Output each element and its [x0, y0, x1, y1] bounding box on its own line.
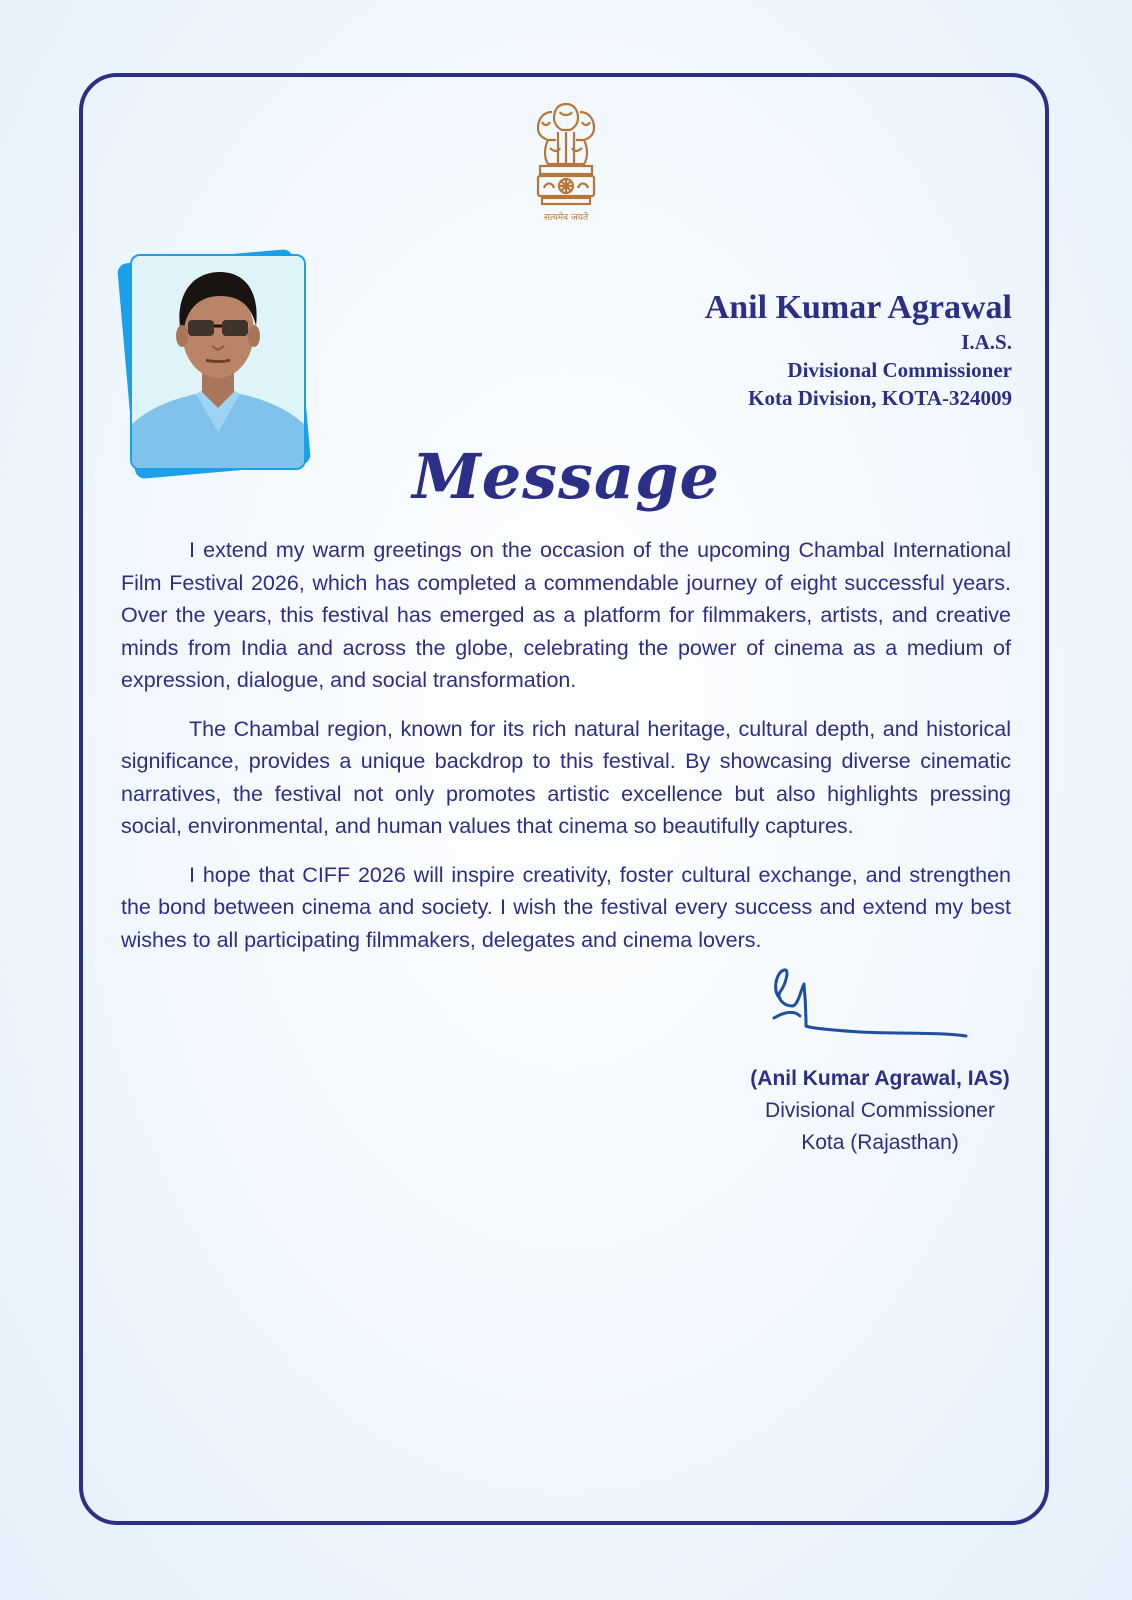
national-emblem-icon	[528, 98, 604, 228]
signoff-name: (Anil Kumar Agrawal, IAS)	[750, 1067, 1010, 1090]
handwritten-signature	[770, 966, 990, 1061]
message-paragraph: I extend my warm greetings on the occasion of the upcoming Chambal International Film Festival 2026, which has completed a commendable journey of eight successful years. Over the years, this festival has emerged as a platform for filmmakers, artists, and creative minds from India and across the globe, celebrating the power of cinema as a medium of expression, dialogue, and social transformation.	[121, 538, 1011, 692]
portrait-image	[130, 254, 306, 470]
page-title: Message	[412, 440, 720, 513]
author-qualification: I.A.S.	[961, 330, 1012, 354]
message-paragraph: The Chambal region, known for its rich natural heritage, cultural depth, and historical significance, provides a unique backdrop to this festival. By showcasing diverse cinematic narratives, the festival not only promotes artistic excellence but also highlights pressing social, environmental, and human values that cinema so beautifully captures.	[121, 716, 1011, 838]
signoff-location: Kota (Rajasthan)	[801, 1131, 959, 1154]
emblem-motto: सत्यमेव जयते	[543, 213, 589, 223]
message-paragraph: I hope that CIFF 2026 will inspire creativity, foster cultural exchange, and strengthen the bond between cinema and society. I wish the festival every success and extend my best wishes to all participating filmmakers, delegates and cinema lovers.	[121, 862, 1011, 952]
author-name: Anil Kumar Agrawal	[704, 289, 1012, 326]
author-designation: Divisional Commissioner	[787, 358, 1012, 382]
author-office: Kota Division, KOTA-324009	[748, 386, 1012, 410]
author-header	[705, 288, 1012, 412]
signoff-designation: Divisional Commissioner	[765, 1099, 995, 1122]
signoff-block	[730, 1063, 1030, 1159]
message-body	[121, 534, 1011, 972]
